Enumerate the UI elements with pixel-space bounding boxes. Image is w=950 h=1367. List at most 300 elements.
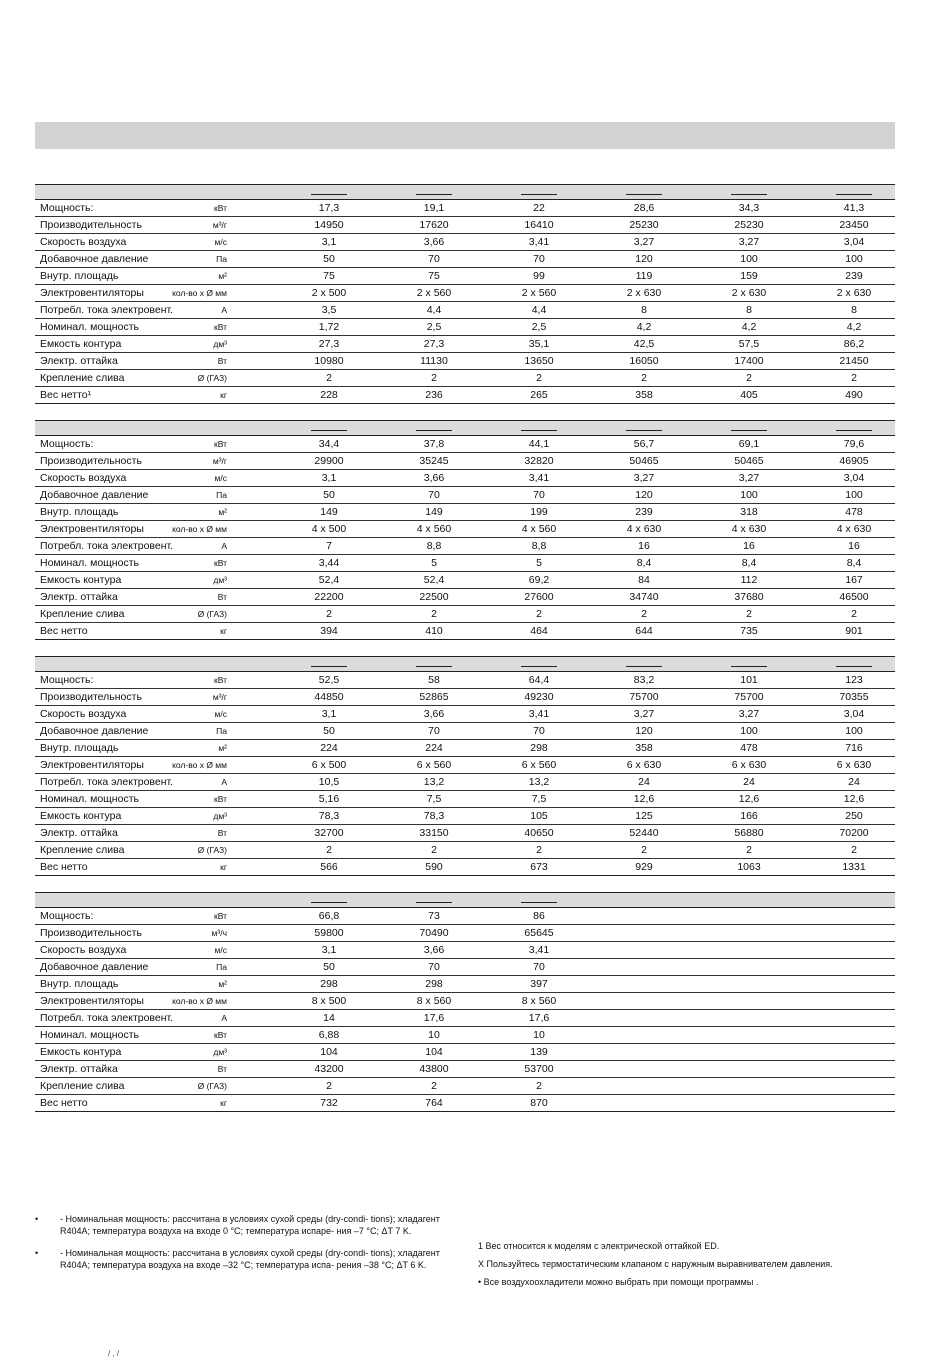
table-row xyxy=(35,925,895,942)
row-label: Производительность xyxy=(40,455,142,467)
cell-value: 78,3 xyxy=(318,810,340,822)
cell-value: 14 xyxy=(323,1012,335,1024)
row-label: Электр. оттайка xyxy=(40,355,118,367)
cell-value: 75 xyxy=(323,270,335,282)
cell-value: 2 xyxy=(326,844,332,856)
cell-value: 16 xyxy=(743,540,755,552)
model-column-header xyxy=(382,421,486,435)
cell-value: 12,6 xyxy=(843,793,865,805)
cell-value: 120 xyxy=(635,725,653,737)
cell-value: 2 x 500 xyxy=(311,287,347,299)
row-unit: кВт xyxy=(214,558,227,568)
cell-value: 239 xyxy=(635,506,653,518)
cell-value: 8,4 xyxy=(636,557,652,569)
cell-value: 43200 xyxy=(314,1063,344,1075)
cell-value: 105 xyxy=(530,810,548,822)
cell-value: 3,1 xyxy=(321,236,337,248)
row-unit: Ø (ГАЗ) xyxy=(197,609,227,619)
cell-value: 4,2 xyxy=(636,321,652,333)
cell-value: 104 xyxy=(425,1046,443,1058)
cell-value: 490 xyxy=(845,389,863,401)
cell-value: 250 xyxy=(845,810,863,822)
cell-value: 298 xyxy=(320,978,338,990)
cell-value: 57,5 xyxy=(738,338,760,350)
cell-value: 104 xyxy=(320,1046,338,1058)
cell-value: 52865 xyxy=(419,691,449,703)
cell-value: 2 xyxy=(326,1080,332,1092)
cell-value: 73 xyxy=(428,910,440,922)
cell-value: 69,1 xyxy=(738,438,760,450)
cell-value: 228 xyxy=(320,389,338,401)
table-row xyxy=(35,538,895,555)
table-row xyxy=(35,959,895,976)
model-column-header xyxy=(382,185,486,199)
row-label: Крепление слива xyxy=(40,1080,125,1092)
cell-value: 52,4 xyxy=(423,574,445,586)
table-row xyxy=(35,706,895,723)
model-name-underline xyxy=(626,430,662,431)
row-unit: м/с xyxy=(214,945,227,955)
table-row xyxy=(35,842,895,859)
cell-value: 6 x 500 xyxy=(311,759,347,771)
cell-value: 167 xyxy=(845,574,863,586)
cell-value: 1,72 xyxy=(318,321,340,333)
cell-value: 8,4 xyxy=(741,557,757,569)
row-unit: Ø (ГАЗ) xyxy=(197,1081,227,1091)
table-row xyxy=(35,825,895,842)
row-label: Внутр. площадь xyxy=(40,742,119,754)
cell-value: 644 xyxy=(635,625,653,637)
cell-value: 10 xyxy=(533,1029,545,1041)
table-row xyxy=(35,942,895,959)
cell-value: 28,6 xyxy=(633,202,655,214)
cell-value: 3,1 xyxy=(321,708,337,720)
cell-value: 12,6 xyxy=(738,793,760,805)
cell-value: 394 xyxy=(320,625,338,637)
cell-value: 6 x 560 xyxy=(416,759,452,771)
row-label: Электр. оттайка xyxy=(40,1063,118,1075)
row-label: Крепление слива xyxy=(40,372,125,384)
table-row xyxy=(35,572,895,589)
cell-value: 397 xyxy=(530,978,548,990)
row-label: Потребл. тока электровент. xyxy=(40,1012,174,1024)
model-name-underline xyxy=(731,666,767,667)
cell-value: 10980 xyxy=(314,355,344,367)
cell-value: 166 xyxy=(740,810,758,822)
cell-value: 2 xyxy=(641,372,647,384)
table-header xyxy=(35,420,895,436)
footnote-weight: 1 Вес относится к моделям с электрической оттайкой ED. xyxy=(478,1241,720,1251)
cell-value: 2 x 560 xyxy=(521,287,557,299)
cell-value: 318 xyxy=(740,506,758,518)
cell-value: 22500 xyxy=(419,591,449,603)
model-column-header xyxy=(697,421,801,435)
cell-value: 6 x 630 xyxy=(731,759,767,771)
title-band xyxy=(35,122,895,149)
row-label: Вес нетто xyxy=(40,1097,88,1109)
table-row xyxy=(35,200,895,217)
row-label: Электровентиляторы xyxy=(40,995,144,1007)
cell-value: 1063 xyxy=(737,861,761,873)
row-unit: м² xyxy=(218,507,227,517)
cell-value: 2 xyxy=(326,372,332,384)
spec-table-1 xyxy=(35,184,895,404)
table-row xyxy=(35,689,895,706)
table-row xyxy=(35,370,895,387)
cell-value: 17620 xyxy=(419,219,449,231)
cell-value: 16410 xyxy=(524,219,554,231)
cell-value: 4 x 560 xyxy=(521,523,557,535)
cell-value: 41,3 xyxy=(843,202,865,214)
row-unit: м/с xyxy=(214,237,227,247)
cell-value: 3,27 xyxy=(738,236,760,248)
cell-value: 123 xyxy=(845,674,863,686)
cell-value: 119 xyxy=(635,270,653,282)
cell-value: 4,2 xyxy=(741,321,757,333)
cell-value: 33150 xyxy=(419,827,449,839)
cell-value: 139 xyxy=(530,1046,548,1058)
row-label: Электровентиляторы xyxy=(40,523,144,535)
cell-value: 4 x 500 xyxy=(311,523,347,535)
row-unit: кВт xyxy=(214,911,227,921)
table-row xyxy=(35,521,895,538)
table-row xyxy=(35,234,895,251)
cell-value: 8,8 xyxy=(531,540,547,552)
model-column-header xyxy=(802,657,906,671)
row-label: Скорость воздуха xyxy=(40,944,127,956)
footnote-software: • Все воздухоохладители можно выбрать при помощи программы . xyxy=(478,1277,759,1287)
cell-value: 69,2 xyxy=(528,574,550,586)
cell-value: 70 xyxy=(428,489,440,501)
cell-value: 50 xyxy=(323,725,335,737)
row-unit: кол-во x Ø мм xyxy=(172,760,227,770)
model-column-header xyxy=(592,657,696,671)
bullet-icon: • xyxy=(35,1248,39,1258)
cell-value: 2 xyxy=(536,608,542,620)
cell-value: 2 x 630 xyxy=(836,287,872,299)
table-row xyxy=(35,387,895,404)
footnote-1 xyxy=(35,1213,455,1237)
cell-value: 239 xyxy=(845,270,863,282)
table-row xyxy=(35,1044,895,1061)
cell-value: 35245 xyxy=(419,455,449,467)
cell-value: 224 xyxy=(425,742,443,754)
row-label: Внутр. площадь xyxy=(40,506,119,518)
model-name-underline xyxy=(416,430,452,431)
cell-value: 100 xyxy=(845,489,863,501)
table-row xyxy=(35,1061,895,1078)
cell-value: 16 xyxy=(848,540,860,552)
cell-value: 8 xyxy=(641,304,647,316)
cell-value: 358 xyxy=(635,389,653,401)
cell-value: 42,5 xyxy=(633,338,655,350)
cell-value: 86 xyxy=(533,910,545,922)
cell-value: 70 xyxy=(533,725,545,737)
row-unit: м² xyxy=(218,271,227,281)
row-label: Номинал. мощность xyxy=(40,321,139,333)
row-label: Добавочное давление xyxy=(40,961,149,973)
cell-value: 58 xyxy=(428,674,440,686)
model-name-underline xyxy=(311,902,347,903)
row-label: Добавочное давление xyxy=(40,725,149,737)
cell-value: 6 x 560 xyxy=(521,759,557,771)
cell-value: 70355 xyxy=(839,691,869,703)
cell-value: 64,4 xyxy=(528,674,550,686)
cell-value: 46500 xyxy=(839,591,869,603)
row-unit: м² xyxy=(218,743,227,753)
cell-value: 17,3 xyxy=(318,202,340,214)
cell-value: 236 xyxy=(425,389,443,401)
row-unit: кол-во x Ø мм xyxy=(172,288,227,298)
row-label: Производительность xyxy=(40,691,142,703)
row-unit: дм³ xyxy=(213,1047,227,1057)
cell-value: 17,6 xyxy=(528,1012,550,1024)
cell-value: 3,44 xyxy=(318,557,340,569)
row-label: Мощность: xyxy=(40,674,94,686)
cell-value: 78,3 xyxy=(423,810,445,822)
row-unit: кг xyxy=(220,626,227,636)
cell-value: 79,6 xyxy=(843,438,865,450)
cell-value: 3,27 xyxy=(738,708,760,720)
cell-value: 3,27 xyxy=(633,472,655,484)
row-unit: дм³ xyxy=(213,339,227,349)
row-label: Внутр. площадь xyxy=(40,270,119,282)
cell-value: 13,2 xyxy=(423,776,445,788)
cell-value: 99 xyxy=(533,270,545,282)
cell-value: 10 xyxy=(428,1029,440,1041)
table-row xyxy=(35,504,895,521)
cell-value: 3,66 xyxy=(423,236,445,248)
model-column-header xyxy=(277,893,381,907)
cell-value: 764 xyxy=(425,1097,443,1109)
table-row xyxy=(35,470,895,487)
row-label: Электр. оттайка xyxy=(40,591,118,603)
cell-value: 65645 xyxy=(524,927,554,939)
table-row xyxy=(35,623,895,640)
cell-value: 929 xyxy=(635,861,653,873)
table-row xyxy=(35,353,895,370)
row-label: Электр. оттайка xyxy=(40,827,118,839)
row-label: Емкость контура xyxy=(40,338,122,350)
cell-value: 3,66 xyxy=(423,708,445,720)
cell-value: 8 x 560 xyxy=(521,995,557,1007)
cell-value: 70 xyxy=(533,961,545,973)
cell-value: 3,66 xyxy=(423,472,445,484)
cell-value: 70490 xyxy=(419,927,449,939)
cell-value: 3,66 xyxy=(423,944,445,956)
cell-value: 4 x 630 xyxy=(626,523,662,535)
cell-value: 46905 xyxy=(839,455,869,467)
model-column-header xyxy=(802,185,906,199)
cell-value: 32700 xyxy=(314,827,344,839)
cell-value: 24 xyxy=(848,776,860,788)
cell-value: 100 xyxy=(740,253,758,265)
cell-value: 12,6 xyxy=(633,793,655,805)
cell-value: 23450 xyxy=(839,219,869,231)
cell-value: 49230 xyxy=(524,691,554,703)
cell-value: 4 x 630 xyxy=(836,523,872,535)
cell-value: 66,8 xyxy=(318,910,340,922)
model-column-header xyxy=(487,421,591,435)
cell-value: 50 xyxy=(323,961,335,973)
table-row xyxy=(35,1010,895,1027)
row-label: Скорость воздуха xyxy=(40,236,127,248)
cell-value: 224 xyxy=(320,742,338,754)
model-name-underline xyxy=(626,194,662,195)
table-header xyxy=(35,656,895,672)
row-unit: кВт xyxy=(214,203,227,213)
row-label: Крепление слива xyxy=(40,844,125,856)
cell-value: 6,88 xyxy=(318,1029,340,1041)
cell-value: 2 xyxy=(431,1080,437,1092)
table-row xyxy=(35,757,895,774)
cell-value: 4,2 xyxy=(846,321,862,333)
cell-value: 2 xyxy=(536,844,542,856)
row-unit: А xyxy=(221,541,227,551)
model-column-header xyxy=(487,185,591,199)
cell-value: 10,5 xyxy=(318,776,340,788)
model-name-underline xyxy=(416,194,452,195)
cell-value: 6 x 630 xyxy=(836,759,872,771)
model-column-header xyxy=(382,657,486,671)
cell-value: 478 xyxy=(740,742,758,754)
cell-value: 84 xyxy=(638,574,650,586)
cell-value: 56,7 xyxy=(633,438,655,450)
cell-value: 40650 xyxy=(524,827,554,839)
cell-value: 2,5 xyxy=(426,321,442,333)
cell-value: 405 xyxy=(740,389,758,401)
cell-value: 2 x 630 xyxy=(626,287,662,299)
cell-value: 125 xyxy=(635,810,653,822)
cell-value: 52440 xyxy=(629,827,659,839)
page-mark: / , / xyxy=(108,1349,120,1358)
cell-value: 50 xyxy=(323,489,335,501)
cell-value: 120 xyxy=(635,253,653,265)
table-row xyxy=(35,285,895,302)
model-name-underline xyxy=(836,430,872,431)
table-row xyxy=(35,487,895,504)
table-row xyxy=(35,993,895,1010)
cell-value: 4,4 xyxy=(426,304,442,316)
model-name-underline xyxy=(731,430,767,431)
cell-value: 4 x 560 xyxy=(416,523,452,535)
row-label: Номинал. мощность xyxy=(40,1029,139,1041)
cell-value: 50465 xyxy=(629,455,659,467)
table-row xyxy=(35,436,895,453)
table-row xyxy=(35,723,895,740)
cell-value: 17,6 xyxy=(423,1012,445,1024)
cell-value: 358 xyxy=(635,742,653,754)
table-row xyxy=(35,336,895,353)
table-row xyxy=(35,453,895,470)
cell-value: 3,04 xyxy=(843,708,865,720)
cell-value: 101 xyxy=(740,674,758,686)
cell-value: 29900 xyxy=(314,455,344,467)
cell-value: 6 x 630 xyxy=(626,759,662,771)
row-unit: кол-во x Ø мм xyxy=(172,524,227,534)
table-row xyxy=(35,740,895,757)
row-unit: кВт xyxy=(214,439,227,449)
cell-value: 3,41 xyxy=(528,236,550,248)
model-name-underline xyxy=(311,666,347,667)
cell-value: 3,04 xyxy=(843,236,865,248)
row-label: Вес нетто xyxy=(40,625,88,637)
cell-value: 5 xyxy=(536,557,542,569)
cell-value: 298 xyxy=(530,742,548,754)
cell-value: 70 xyxy=(428,253,440,265)
model-name-underline xyxy=(836,194,872,195)
cell-value: 2 xyxy=(431,372,437,384)
table-row xyxy=(35,672,895,689)
row-unit: м/с xyxy=(214,709,227,719)
cell-value: 673 xyxy=(530,861,548,873)
cell-value: 3,41 xyxy=(528,944,550,956)
cell-value: 3,41 xyxy=(528,708,550,720)
table-row xyxy=(35,217,895,234)
cell-value: 27600 xyxy=(524,591,554,603)
row-label: Вес нетто¹ xyxy=(40,389,92,401)
cell-value: 8,8 xyxy=(426,540,442,552)
cell-value: 27,3 xyxy=(318,338,340,350)
cell-value: 25230 xyxy=(629,219,659,231)
cell-value: 16050 xyxy=(629,355,659,367)
row-label: Емкость контура xyxy=(40,574,122,586)
cell-value: 59800 xyxy=(314,927,344,939)
model-name-underline xyxy=(311,430,347,431)
model-column-header xyxy=(382,893,486,907)
cell-value: 2 xyxy=(851,608,857,620)
cell-value: 13650 xyxy=(524,355,554,367)
cell-value: 3,1 xyxy=(321,944,337,956)
row-label: Электровентиляторы xyxy=(40,287,144,299)
cell-value: 3,1 xyxy=(321,472,337,484)
cell-value: 75700 xyxy=(734,691,764,703)
cell-value: 3,04 xyxy=(843,472,865,484)
model-name-underline xyxy=(311,194,347,195)
model-column-header xyxy=(487,893,591,907)
row-label: Мощность: xyxy=(40,202,94,214)
table-row xyxy=(35,791,895,808)
cell-value: 53700 xyxy=(524,1063,554,1075)
row-unit: кол-во x Ø мм xyxy=(172,996,227,1006)
cell-value: 37680 xyxy=(734,591,764,603)
model-name-underline xyxy=(521,902,557,903)
model-column-header xyxy=(277,185,381,199)
row-unit: м³/г xyxy=(212,456,227,466)
cell-value: 86,2 xyxy=(843,338,865,350)
row-unit: Вт xyxy=(217,356,227,366)
row-unit: А xyxy=(221,777,227,787)
spec-table-4 xyxy=(35,892,895,1112)
cell-value: 149 xyxy=(320,506,338,518)
model-column-header xyxy=(277,657,381,671)
cell-value: 8 x 560 xyxy=(416,995,452,1007)
model-name-underline xyxy=(521,194,557,195)
cell-value: 2 x 630 xyxy=(731,287,767,299)
cell-value: 19,1 xyxy=(423,202,445,214)
row-label: Потребл. тока электровент. xyxy=(40,540,174,552)
table-row xyxy=(35,606,895,623)
cell-value: 2 xyxy=(746,844,752,856)
cell-value: 7,5 xyxy=(426,793,442,805)
cell-value: 75 xyxy=(428,270,440,282)
row-label: Номинал. мощность xyxy=(40,557,139,569)
row-unit: кг xyxy=(220,862,227,872)
cell-value: 5 xyxy=(431,557,437,569)
spec-table-3 xyxy=(35,656,895,876)
cell-value: 3,27 xyxy=(633,708,655,720)
row-unit: Па xyxy=(216,490,227,500)
